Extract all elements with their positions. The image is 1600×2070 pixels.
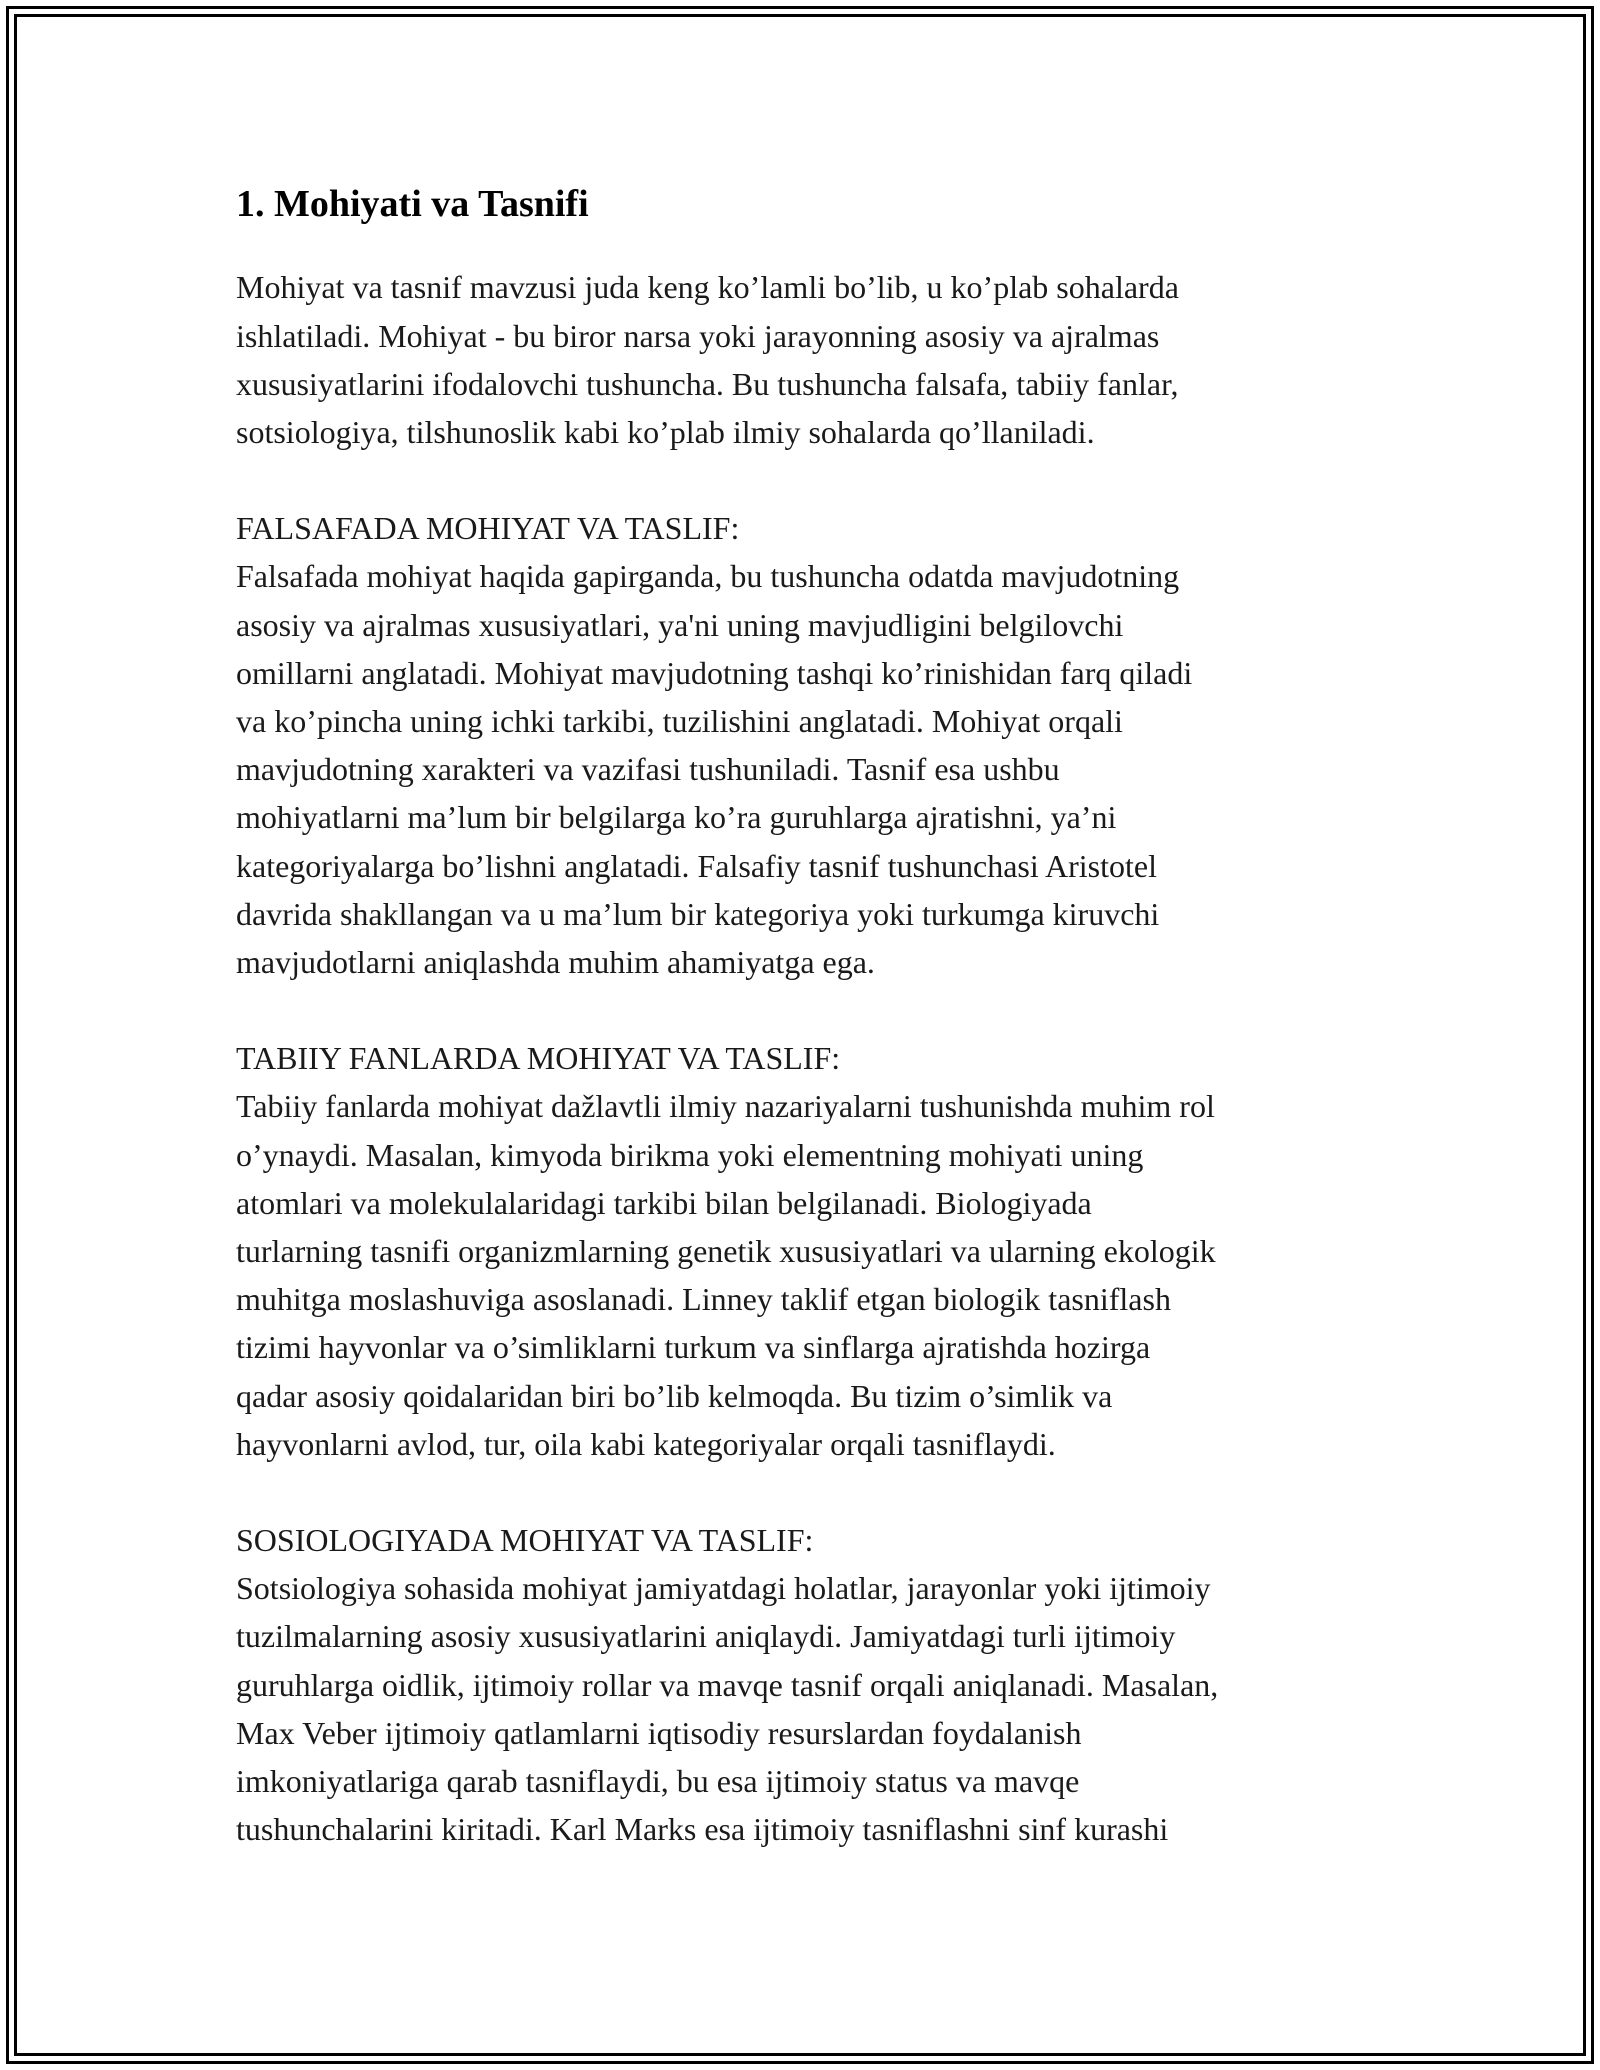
section-paragraph: Sotsiologiya sohasida mohiyat jamiyatdagi holatlar, jarayonlar yoki ijtimoiy tuzilmalarning asosiy xususiyatlarini aniqlaydi. Jamiyatdagi turli ijtimoiy guruhlarga oidlik, ijtimoiy rollar va mavqe tasnif orqali aniqlanadi. Masalan, Max Veber ijtimoiy qatlamlarni iqtisodiy resurslardan foydalanish imkoniyatlariga qarab tasniflaydi, bu esa ijtimoiy status va mavqe tushunchalarini kiritadi. Karl Marks esa ijtimoiy tasniflashni sinf kurashi [236,1570,1219,1848]
section-heading: FALSAFADA MOHIYAT VA TASLIF: [236,510,740,547]
section-paragraph: Tabiiy fanlarda mohiyat dažlavtli ilmiy nazariyalarni tushunishda muhim rol o’ynaydi. Masalan, kimyoda birikma yoki elementning mohiyati uning atomlari va molekulalaridagi tarkibi bilan belgilanadi. Biologiyada turlarning tasnifi organizmlarning genetik xususiyatlari va ularning ekologik muhitga moslashuviga asoslanadi. Linney taklif etgan biologik tasniflash tizimi hayvonlar va o’simliklarni turkum va sinflarga ajratishda hozirga qadar asosiy qoidalaridan biri bo’lib kelmoqda. Bu tizim o’simlik va hayvonlarni avlod, tur, oila kabi kategoriyalar orqali tasniflaydi. [236,1088,1216,1462]
section-tabiiy-fanlar [236,1034,1416,1468]
section-heading: SOSIOLOGIYADA MOHIYAT VA TASLIF: [236,1522,814,1559]
section-paragraph: Falsafada mohiyat haqida gapirganda, bu tushuncha odatda mavjudotning asosiy va ajralmas xususiyatlari, ya'ni uning mavjudligini belgilovchi omillarni anglatadi. Mohiyat mavjudotning tashqi ko’rinishidan farq qiladi va ko’pincha uning ichki tarkibi, tuzilishini anglatadi. Mohiyat orqali mavjudotning xarakteri va vazifasi tushuniladi. Tasnif esa ushbu mohiyatlarni ma’lum bir belgilarga ko’ra guruhlarga ajratishni, ya’ni kategoriyalarga bo’lishni anglatadi. Falsafiy tasnif tushunchasi Aristotel davrida shakllangan va u ma’lum bir kategoriya yoki turkumga kiruvchi mavjudotlarni aniqlashda muhim ahamiyatga ega. [236,558,1193,981]
section-heading: TABIIY FANLARDA MOHIYAT VA TASLIF: [236,1040,841,1077]
page-title: 1. Mohiyati va Tasnifi [236,183,589,225]
section-sosiologiya [236,1516,1416,1853]
section-falsafa [236,504,1416,986]
document-body [236,180,1416,1901]
intro-paragraph: Mohiyat va tasnif mavzusi juda keng ko’lamli bo’lib, u ko’plab sohalarda ishlatiladi. Mohiyat - bu biror narsa yoki jarayonning asosiy va ajralmas xususiyatlarini ifodalovchi tushuncha. Bu tushuncha falsafa, tabiiy fanlar, sotsiologiya, tilshunoslik kabi ko’plab ilmiy sohalarda qo’llaniladi. [236,269,1179,450]
